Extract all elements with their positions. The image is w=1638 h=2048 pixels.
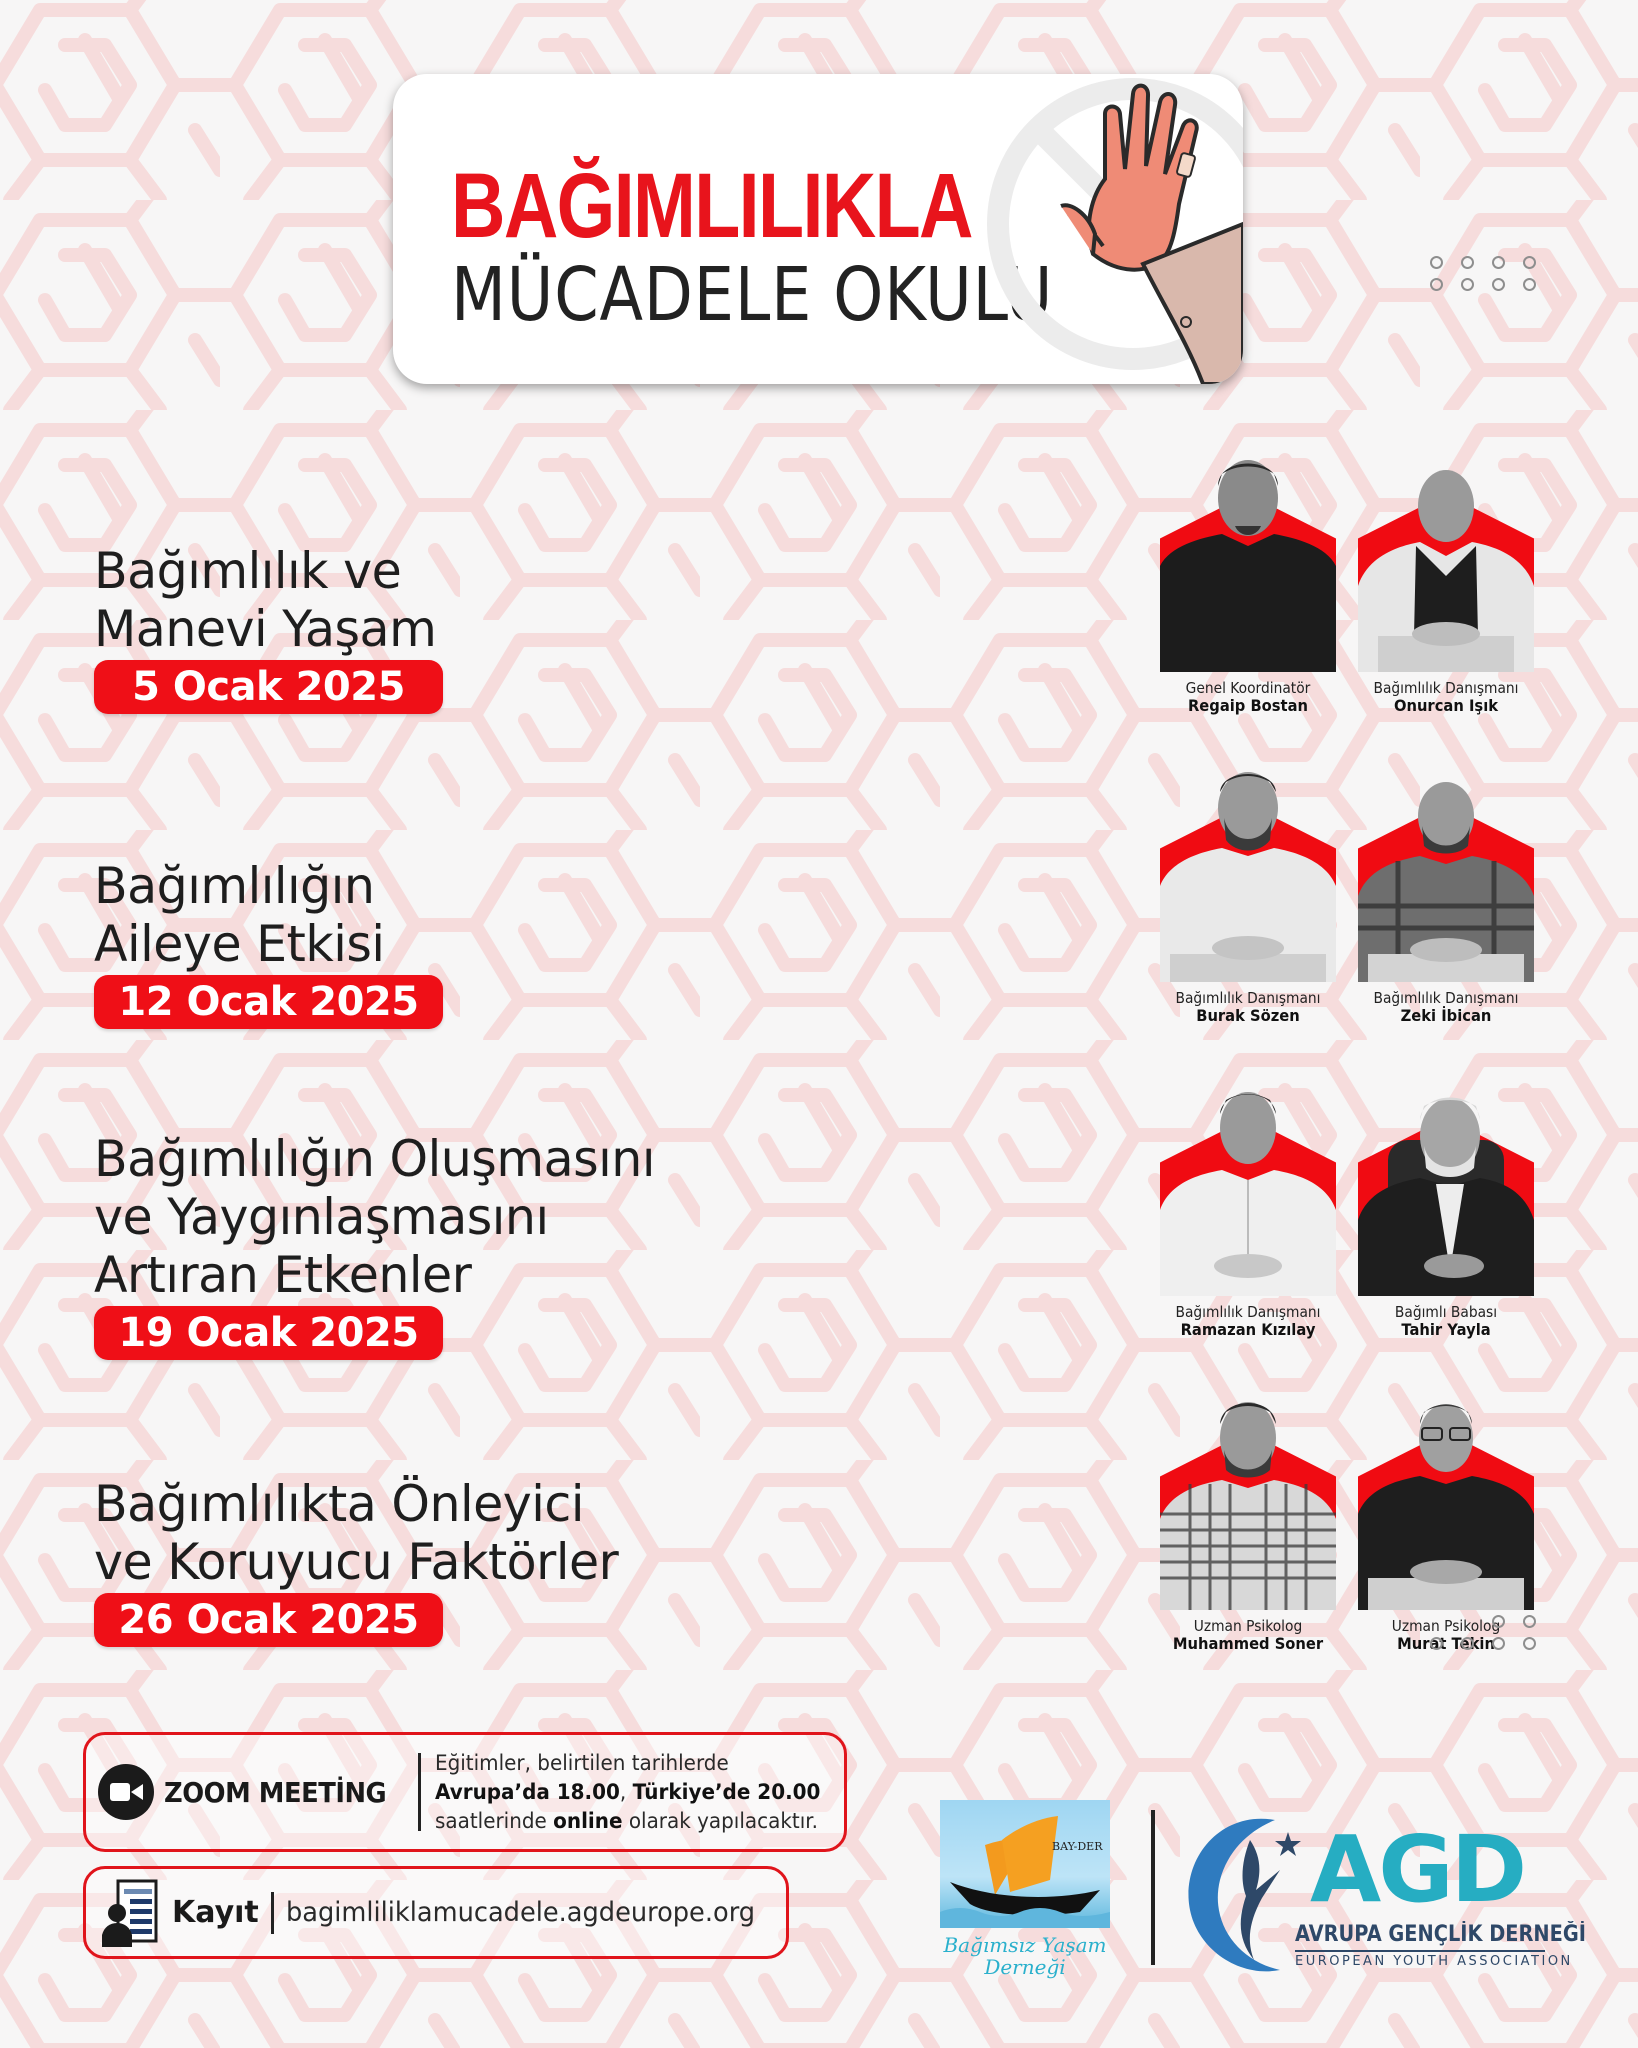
speaker-role: Bağımlılık Danışmanı [1373, 989, 1519, 1007]
decorative-dots-bottom [1430, 1615, 1536, 1650]
decorative-dots-top [1430, 256, 1536, 291]
crescent-star-icon [1180, 1810, 1310, 1980]
divider [418, 1753, 421, 1831]
speaker-name: Ramazan Kızılay [1180, 1320, 1316, 1339]
agd-divider-line [1295, 1950, 1545, 1952]
registration-form-icon [102, 1879, 160, 1947]
speaker-photo [1358, 1070, 1534, 1296]
session-title-line: Bağımlılık ve [94, 542, 402, 600]
separator: , [619, 1779, 633, 1804]
date-badge: 19 Ocak 2025 [94, 1306, 443, 1360]
speaker-role: Bağımlılık Danışmanı [1373, 679, 1519, 697]
speaker-card [1148, 1384, 1348, 1653]
registration-label: Kayıt [172, 1895, 259, 1930]
title-line-2: MÜCADELE OKULU [451, 252, 1054, 338]
speaker-card [1346, 1070, 1546, 1339]
title-card [393, 74, 1243, 384]
date-badge: 5 Ocak 2025 [94, 660, 443, 714]
speaker-role: Bağımlılık Danışmanı [1175, 1303, 1321, 1321]
turkey-time: Türkiye’de 20.00 [632, 1779, 820, 1804]
bayder-name-line-2: Derneği [984, 1955, 1066, 1979]
speaker-role: Bağımlılık Danışmanı [1175, 989, 1321, 1007]
agd-name: AVRUPA GENÇLİK DERNEĞİ [1295, 1922, 1586, 1947]
speaker-card [1148, 756, 1348, 1025]
session-title-line: ve Yaygınlaşmasını [94, 1188, 549, 1246]
bayder-badge: BAY-DER [1052, 1840, 1103, 1853]
schedule-text [435, 1749, 820, 1836]
speaker-card [1346, 1384, 1546, 1653]
speaker-card [1346, 756, 1546, 1025]
logo-divider [1151, 1810, 1155, 1965]
speaker-photo [1160, 1070, 1336, 1296]
speaker-name: Regaip Bostan [1187, 696, 1309, 715]
session-title-line: Bağımlılıkta Önleyici [94, 1475, 584, 1533]
date-badge: 12 Ocak 2025 [94, 975, 443, 1029]
speaker-name: Burak Sözen [1196, 1006, 1300, 1025]
stop-hand-icon [943, 74, 1243, 384]
text-fragment: saatlerinde [434, 1808, 553, 1833]
speaker-role: Genel Koordinatör [1185, 679, 1311, 697]
schedule-line-1: Eğitimler, belirtilen tarihlerde [434, 1750, 729, 1775]
session-title-line: Manevi Yaşam [94, 600, 437, 658]
speaker-name: Onurcan Işık [1393, 696, 1499, 715]
date-badge: 26 Ocak 2025 [94, 1593, 443, 1647]
speaker-role: Bağımlı Babası [1394, 1303, 1498, 1321]
bayder-script-name [940, 1934, 1110, 1978]
speaker-name: Tahir Yayla [1401, 1320, 1491, 1339]
bayder-logo [940, 1800, 1110, 1985]
session-2 [94, 857, 443, 1029]
session-title-line: Bağımlılığın [94, 857, 375, 915]
title-line-1: BAĞIMLILIKLA [451, 155, 972, 257]
text-fragment: olarak yapılacaktır. [622, 1808, 818, 1833]
session-title-line: ve Koruyucu Faktörler [94, 1533, 619, 1591]
speaker-photo [1358, 446, 1534, 672]
session-1 [94, 542, 443, 714]
speaker-name: Muhammed Soner [1172, 1634, 1324, 1653]
speaker-photo [1160, 1384, 1336, 1610]
agd-subtitle: EUROPEAN YOUTH ASSOCIATION [1295, 1954, 1573, 1969]
speaker-role: Uzman Psikolog [1193, 1617, 1303, 1635]
session-title-line: Aileye Etkisi [94, 915, 385, 973]
speaker-name: Zeki İbican [1400, 1006, 1492, 1025]
zoom-meeting-label: ZOOM MEETİNG [164, 1775, 387, 1809]
speaker-photo [1358, 1384, 1534, 1610]
europe-time: Avrupa’da 18.00 [434, 1779, 620, 1804]
speaker-role: Uzman Psikolog [1391, 1617, 1501, 1635]
divider [271, 1892, 274, 1934]
speaker-photo [1160, 756, 1336, 982]
speaker-photo [1358, 756, 1534, 982]
session-title-line: Bağımlılığın Oluşmasını [94, 1130, 655, 1188]
speaker-photo [1160, 446, 1336, 672]
schedule-line-3 [435, 1807, 820, 1836]
session-title-line: Artıran Etkenler [94, 1246, 472, 1304]
registration-url-link[interactable]: bagimliliklamucadele.agdeurope.org [285, 1897, 755, 1928]
zoom-camera-icon [98, 1764, 154, 1820]
bayder-name-line-1: Bağımsız Yaşam [943, 1933, 1107, 1957]
online-emphasis: online [552, 1808, 623, 1833]
agd-logo [1180, 1810, 1586, 1980]
sailboat-icon [940, 1800, 1110, 1928]
session-3 [94, 1130, 666, 1360]
agd-mark: AGD [1310, 1816, 1525, 1923]
registration-info [83, 1866, 789, 1959]
schedule-line-2 [435, 1778, 820, 1807]
speaker-card [1148, 1070, 1348, 1339]
speaker-card [1346, 446, 1546, 715]
speaker-name: Murat Tekin [1397, 1634, 1495, 1653]
session-4 [94, 1475, 629, 1647]
speaker-card [1148, 446, 1348, 715]
zoom-meeting-info [83, 1732, 847, 1852]
